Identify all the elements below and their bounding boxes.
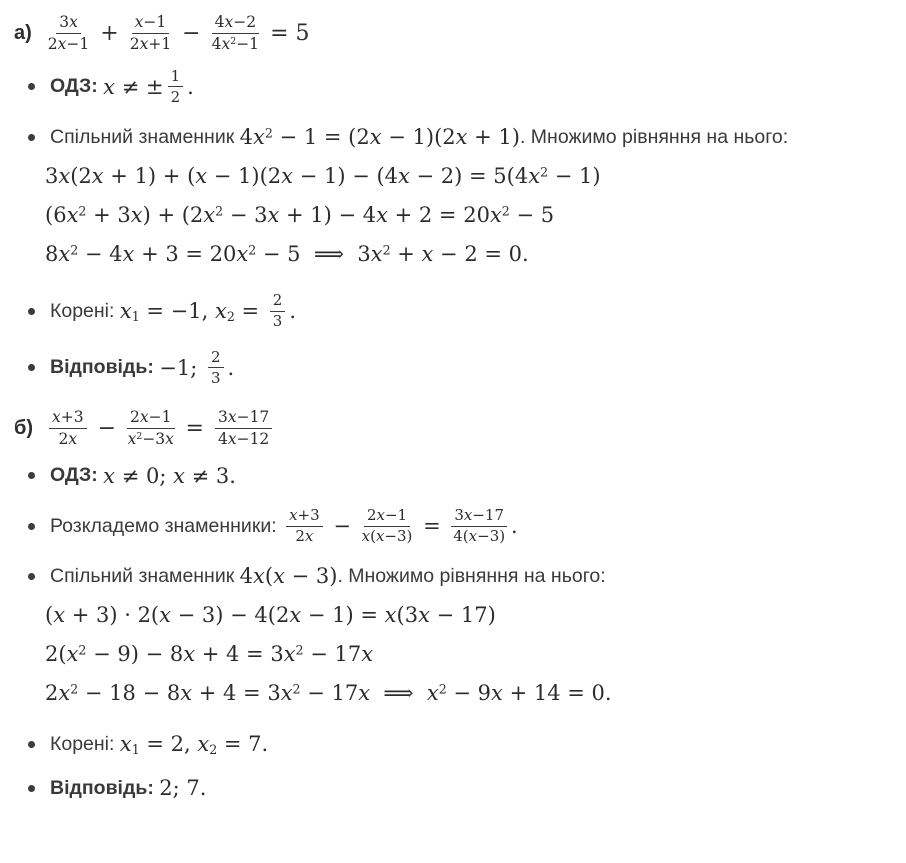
equation-line: $(6x^2 + 3x) + (2x^2 - 3x + 1) - 4x + 2 = 20x^2 - 5$ <box>45 203 555 228</box>
lead-text: Розкладемо знаменники: <box>50 514 283 537</box>
fraction <box>286 507 323 546</box>
bullet-list <box>14 463 900 802</box>
header-equation <box>44 14 310 54</box>
fraction <box>168 68 184 107</box>
math-run: . <box>227 355 235 380</box>
denominator: 2x <box>58 429 78 448</box>
bullet-lead <box>50 292 900 331</box>
bullet-answer <box>14 349 900 388</box>
fraction <box>49 409 87 449</box>
answer-label: Відповідь: <box>50 356 160 379</box>
numerator: 4x−2 <box>212 14 259 34</box>
denominator: x(x−3) <box>361 527 413 545</box>
bullet-odz <box>14 68 900 107</box>
lead-text: . Множимо рівняння на нього: <box>337 564 606 587</box>
numerator: 2 <box>208 349 224 369</box>
bullet-answer <box>14 775 900 801</box>
denominator: 2x−1 <box>47 34 90 53</box>
math-run: − <box>175 21 208 47</box>
denominator: 2x+1 <box>129 34 172 53</box>
fraction <box>215 409 272 449</box>
part-label: а) <box>14 22 32 45</box>
math-run: . <box>511 514 518 538</box>
math-run: 2; 7. <box>159 776 207 801</box>
part-a-header <box>14 14 900 54</box>
denominator: 4x−12 <box>217 429 270 448</box>
bullet-lead <box>50 731 900 757</box>
equation-line: $2x^2 - 18 - 8x + 4 = 3x^2 - 17x$ ⟹ $x^2 - 9x + 14 = 0$. <box>45 681 612 706</box>
odz-label: ОДЗ: <box>50 464 104 487</box>
numerator: x−1 <box>132 14 170 34</box>
bullet-roots <box>14 731 900 757</box>
denominator: $x^2-3x$ <box>127 429 174 448</box>
fraction <box>212 14 259 54</box>
denominator: 2 <box>170 87 181 106</box>
math-run: + <box>93 21 126 47</box>
math-run: $4x^2 - 1 = (2x - 1)(2x + 1)$ <box>239 125 520 150</box>
lead-text: . Множимо рівняння на нього: <box>519 125 789 148</box>
denominator: 3 <box>210 368 221 387</box>
odz-label: ОДЗ: <box>50 75 104 98</box>
bullet-lead <box>50 68 900 107</box>
equation-line: $8x^2 - 4x + 3 = 20x^2 - 5$ ⟹ $3x^2 + x - 2 = 0$. <box>45 242 529 267</box>
numerator: 1 <box>168 68 184 88</box>
bullet-roots <box>14 292 900 331</box>
bullet-list <box>14 68 900 388</box>
bullet-odz <box>14 463 900 489</box>
math-run: . <box>187 74 194 99</box>
math-run: x ≠ ± <box>103 74 164 99</box>
fraction <box>130 14 171 54</box>
bullet-lead <box>50 775 900 801</box>
denominator: $4x^2-1$ <box>211 34 260 53</box>
fraction <box>208 349 224 388</box>
math-run: −1; <box>159 355 204 380</box>
equation-block <box>45 596 900 713</box>
bullet-factor-denominators <box>14 507 900 546</box>
math-run: − <box>90 416 124 442</box>
lead-text: Корені: <box>50 732 120 755</box>
math-run: = 5 <box>263 21 310 47</box>
lead-text: Спільний знаменник <box>50 125 240 148</box>
bullet-lead <box>50 463 900 489</box>
part-label: б) <box>14 417 34 440</box>
part-b-header <box>14 409 900 449</box>
fraction <box>270 292 286 331</box>
numerator: 2x−1 <box>127 409 174 429</box>
lead-text: Корені: <box>50 299 120 322</box>
math-run: = <box>178 416 211 442</box>
denominator: 4(x−3) <box>453 527 506 545</box>
numerator: 2x−1 <box>364 507 410 527</box>
bullet-lead <box>50 124 900 150</box>
numerator: 3x <box>56 14 81 34</box>
fraction <box>451 507 507 546</box>
numerator: 3x−17 <box>215 409 272 429</box>
math-run: $x_1 = -1$, $x_2$ = <box>119 299 266 325</box>
section-a <box>14 14 900 387</box>
math-run: $x_1 = 2$, $x_2 = 7$. <box>119 732 269 758</box>
math-run: − <box>326 514 358 538</box>
bullet-common-denominator <box>14 563 900 713</box>
numerator: 2 <box>270 292 286 312</box>
bullet-lead <box>50 507 900 546</box>
numerator: x+3 <box>286 507 323 527</box>
equation-line: (x + 3) · 2(x − 3) − 4(2x − 1) = x(3x − 17) <box>45 603 496 628</box>
math-run: . <box>289 299 297 324</box>
denominator: 3 <box>272 312 283 331</box>
denominator: 2x <box>295 527 314 545</box>
math-run: x ≠ 0; x ≠ 3. <box>103 463 236 488</box>
math-run: = <box>416 514 448 538</box>
equation-line: $2(x^2 - 9) - 8x + 4 = 3x^2 - 17x$ <box>45 642 374 667</box>
bullet-lead <box>50 349 900 388</box>
equation-line: $3x(2x + 1) + (x - 1)(2x - 1) - (4x - 2) = 5(4x^2 - 1)$ <box>45 164 601 189</box>
math-run: 4x(x − 3) <box>239 564 338 589</box>
section-b <box>14 409 900 801</box>
bullet-lead <box>50 563 900 589</box>
numerator: 3x−17 <box>451 507 507 527</box>
fraction <box>362 507 413 546</box>
answer-label: Відповідь: <box>50 776 160 799</box>
numerator: x+3 <box>49 409 87 429</box>
fraction <box>127 409 174 449</box>
header-equation <box>45 409 276 449</box>
equation-block <box>45 157 900 274</box>
fraction <box>48 14 89 54</box>
bullet-common-denominator <box>14 124 900 274</box>
lead-text: Спільний знаменник <box>50 564 240 587</box>
